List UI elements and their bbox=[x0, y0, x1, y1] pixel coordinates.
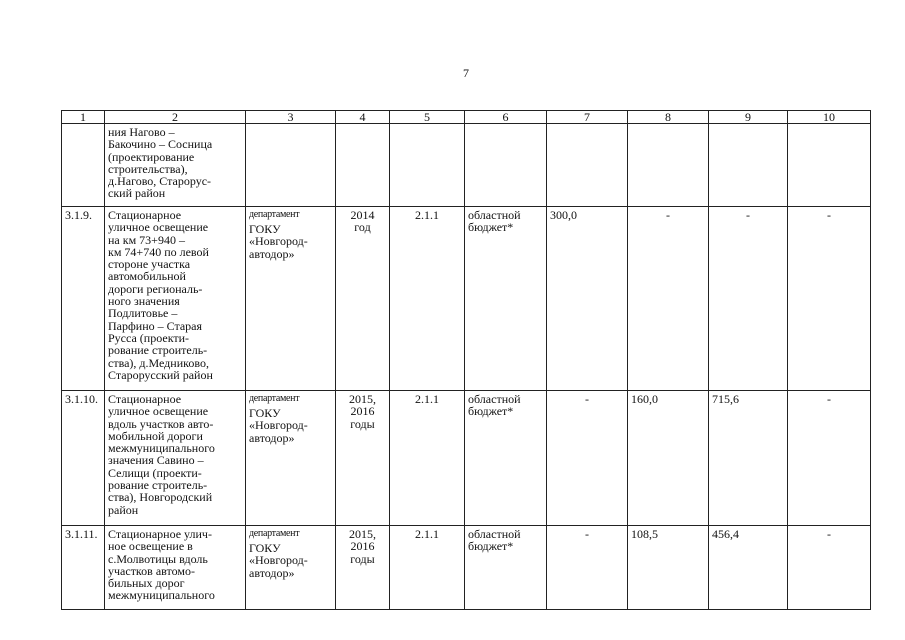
item-number: 3.1.9. bbox=[62, 207, 105, 391]
years: 2015, 2016 годы bbox=[336, 391, 390, 526]
column-number: 4 bbox=[336, 111, 390, 124]
amount-col7: - bbox=[547, 526, 628, 610]
executor-agency: ГОКУ «Новгород- автодор» bbox=[249, 541, 308, 580]
column-number: 3 bbox=[246, 111, 336, 124]
amount-col10: - bbox=[788, 207, 871, 391]
column-number: 1 bbox=[62, 111, 105, 124]
column-number-row bbox=[62, 111, 871, 124]
task-code: 2.1.1 bbox=[390, 391, 465, 526]
amount-col10: - bbox=[788, 526, 871, 610]
column-number: 7 bbox=[547, 111, 628, 124]
amount-col10 bbox=[788, 124, 871, 207]
item-number: 3.1.10. bbox=[62, 391, 105, 526]
table-row bbox=[62, 207, 871, 391]
executor bbox=[246, 391, 336, 526]
executor bbox=[246, 207, 336, 391]
executor-agency: ГОКУ «Новгород- автодор» bbox=[249, 406, 308, 445]
years: 2015, 2016 годы bbox=[336, 526, 390, 610]
amount-col7: - bbox=[547, 391, 628, 526]
item-description: ния Нагово – Бакочино – Сосница (проектирование строительства), д.Нагово, Старорус- ский район bbox=[105, 124, 246, 207]
amount-col9: - bbox=[709, 207, 788, 391]
item-description: Стационарное улич- ное освещение в с.Молвотицы вдоль участков автомо- бильных дорог межмуниципального bbox=[105, 526, 246, 610]
column-number: 10 bbox=[788, 111, 871, 124]
funding-source bbox=[465, 124, 547, 207]
executor bbox=[246, 124, 336, 207]
amount-col8 bbox=[628, 124, 709, 207]
page-number: 7 bbox=[463, 66, 469, 80]
funding-source: областной бюджет* bbox=[465, 207, 547, 391]
amount-col7: 300,0 bbox=[547, 207, 628, 391]
amount-col10: - bbox=[788, 391, 871, 526]
column-number: 9 bbox=[709, 111, 788, 124]
task-code: 2.1.1 bbox=[390, 526, 465, 610]
executor-department: департамент bbox=[249, 393, 300, 404]
years bbox=[336, 124, 390, 207]
funding-source: областной бюджет* bbox=[465, 391, 547, 526]
item-description: Стационарное уличное освещение вдоль участков авто- мобильной дороги межмуниципального значения Савино – Селищи (проекти- рование строитель- ства), Новгородский район bbox=[105, 391, 246, 526]
executor bbox=[246, 526, 336, 610]
column-number: 8 bbox=[628, 111, 709, 124]
task-code: 2.1.1 bbox=[390, 207, 465, 391]
amount-col7 bbox=[547, 124, 628, 207]
amount-col9: 715,6 bbox=[709, 391, 788, 526]
item-description: Стационарное уличное освещение на км 73+940 – км 74+740 по левой стороне участка автомобильной дороги региональ- ного значения Подлитовье – Парфино – Старая Русса (проекти- рование строитель- ства), д.Медниково, Старорусский район bbox=[105, 207, 246, 391]
column-number: 6 bbox=[465, 111, 547, 124]
executor-department: департамент bbox=[249, 209, 300, 220]
table-row bbox=[62, 526, 871, 610]
amount-col8: - bbox=[628, 207, 709, 391]
amount-col8: 108,5 bbox=[628, 526, 709, 610]
amount-col9: 456,4 bbox=[709, 526, 788, 610]
program-table bbox=[61, 110, 871, 610]
item-number bbox=[62, 124, 105, 207]
task-code bbox=[390, 124, 465, 207]
item-number: 3.1.11. bbox=[62, 526, 105, 610]
years: 2014 год bbox=[336, 207, 390, 391]
table-row bbox=[62, 124, 871, 207]
amount-col9 bbox=[709, 124, 788, 207]
executor-agency: ГОКУ «Новгород- автодор» bbox=[249, 222, 308, 261]
funding-source: областной бюджет* bbox=[465, 526, 547, 610]
amount-col8: 160,0 bbox=[628, 391, 709, 526]
column-number: 2 bbox=[105, 111, 246, 124]
column-number: 5 bbox=[390, 111, 465, 124]
executor-department: департамент bbox=[249, 528, 300, 539]
table-row bbox=[62, 391, 871, 526]
